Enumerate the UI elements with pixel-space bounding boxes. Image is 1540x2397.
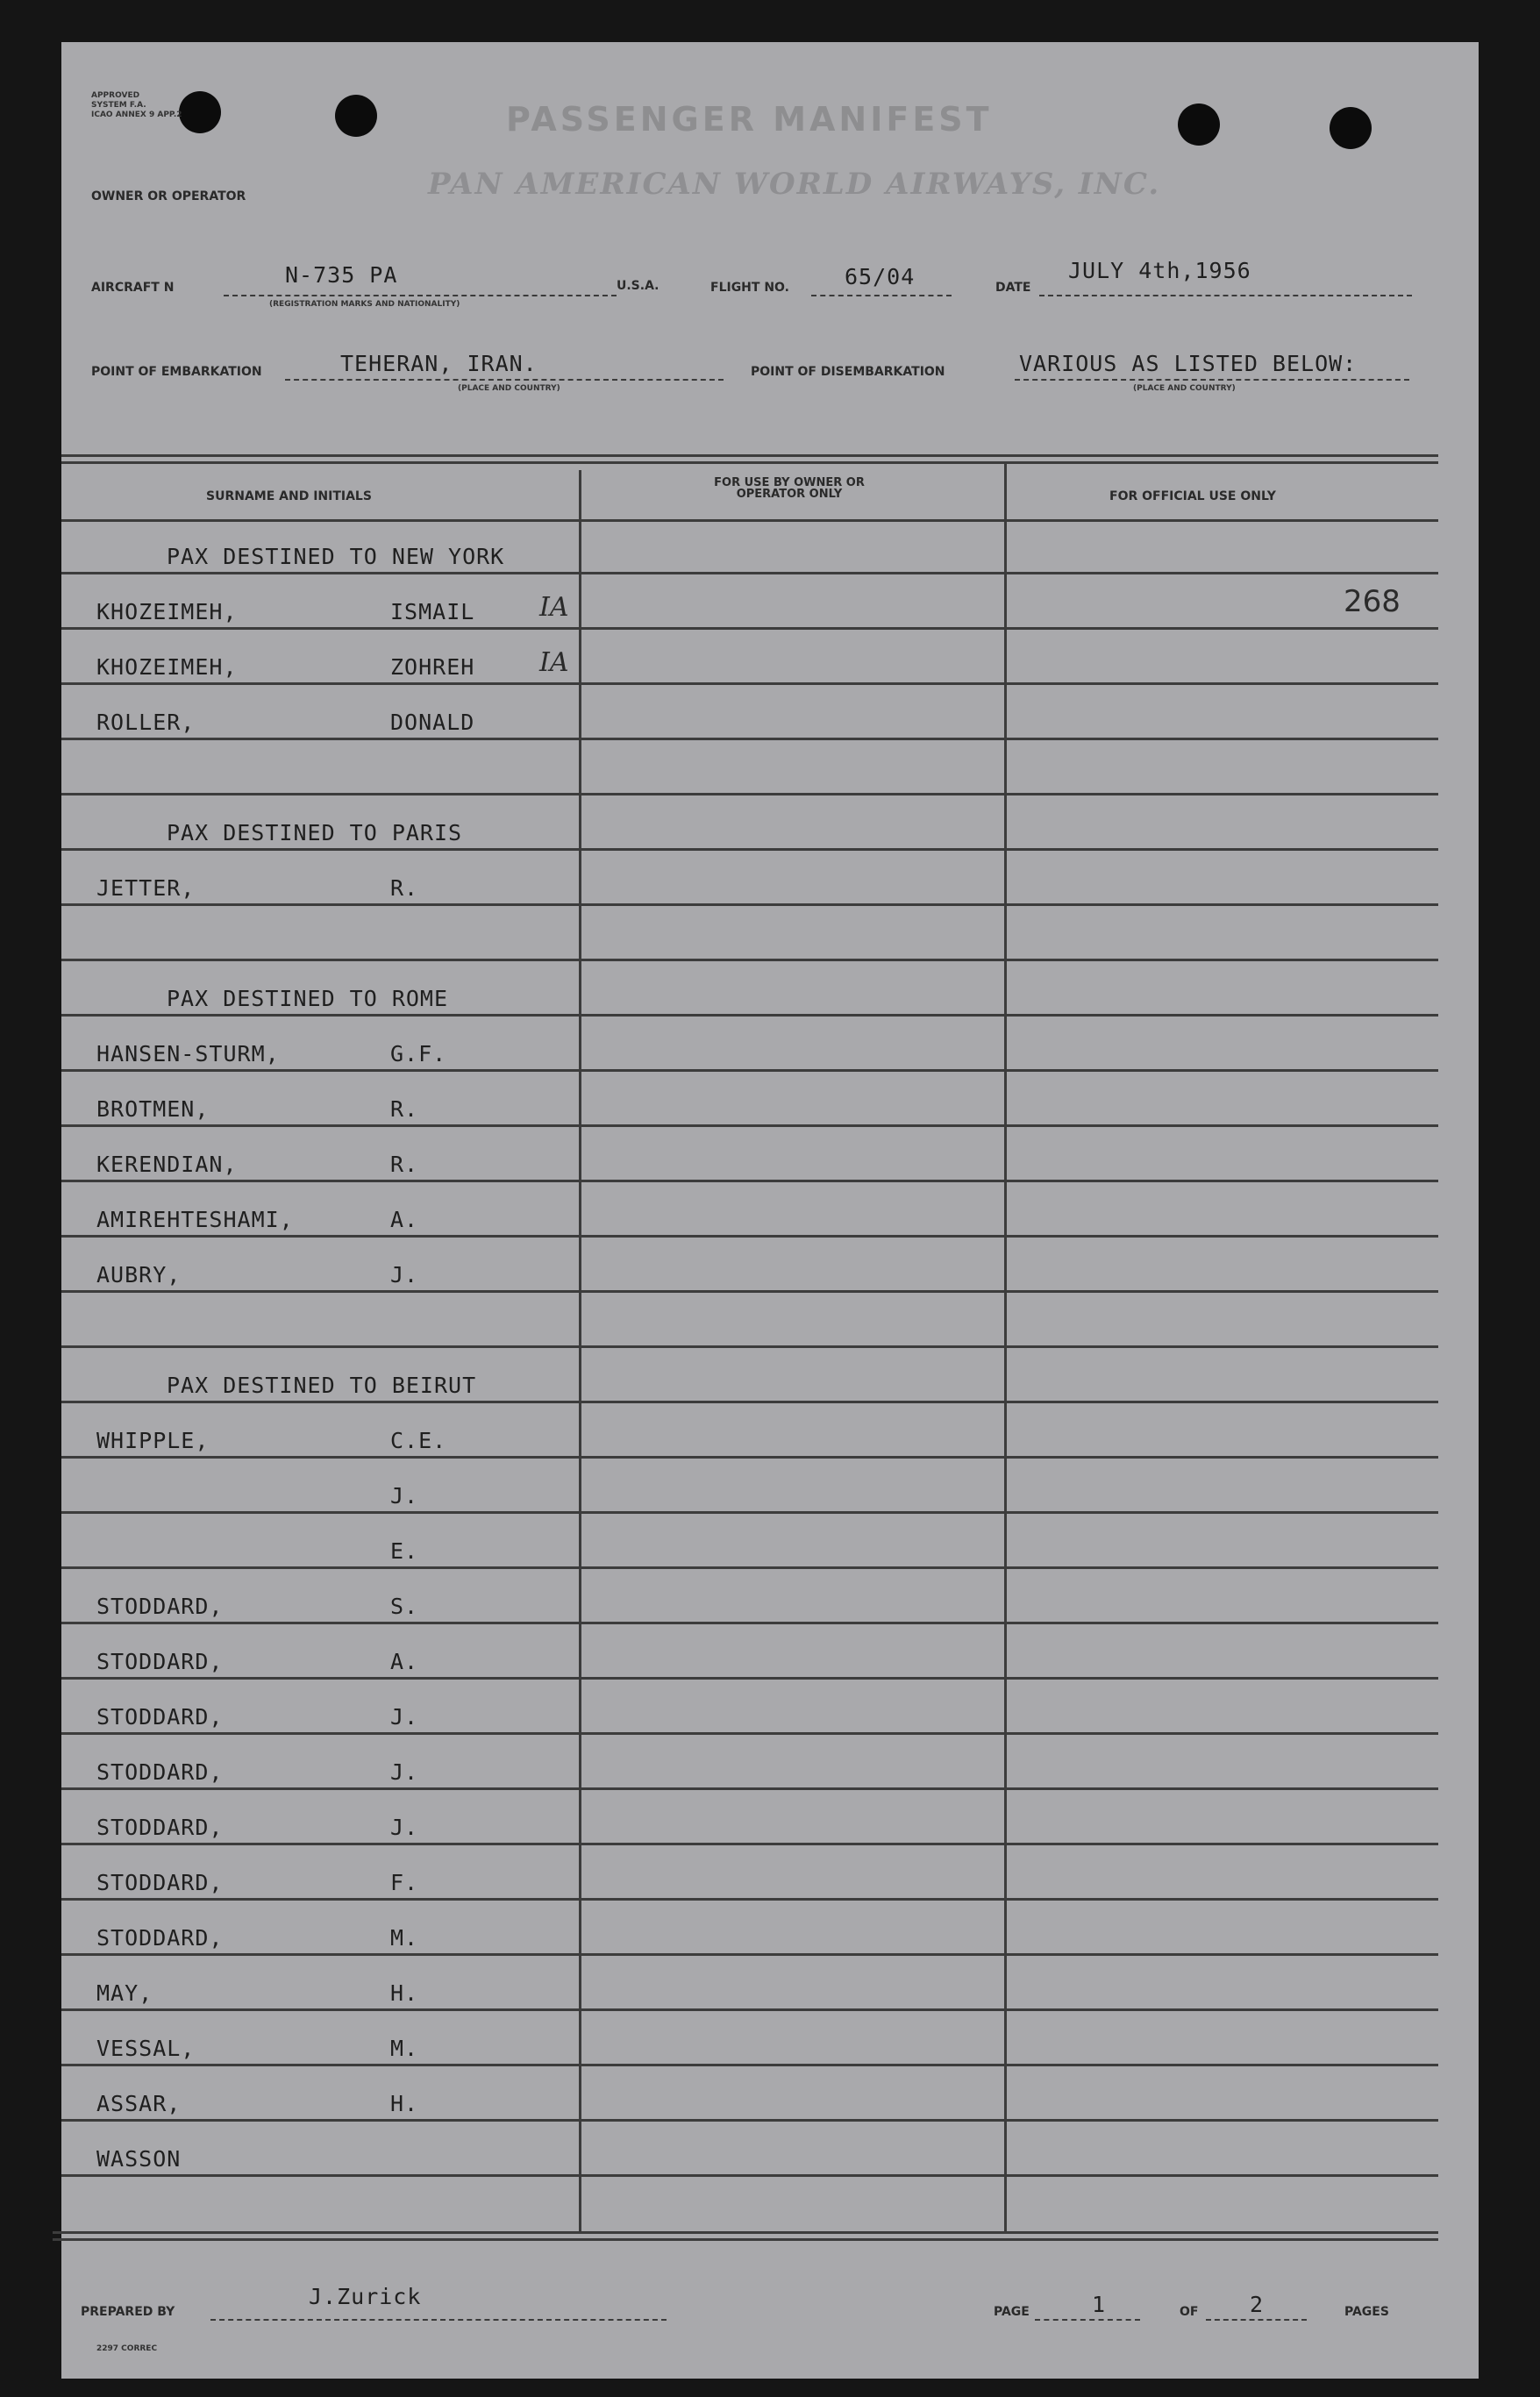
passenger-surname: STODDARD, bbox=[96, 1815, 224, 1840]
passenger-initial: J. bbox=[390, 1704, 419, 1730]
passenger-initial: E. bbox=[390, 1538, 419, 1564]
passenger-surname: WHIPPLE, bbox=[96, 1428, 210, 1453]
destination-header: PAX DESTINED TO PARIS bbox=[167, 820, 463, 845]
embark-label: POINT OF EMBARKATION bbox=[91, 365, 262, 379]
passenger-row bbox=[61, 1569, 1438, 1624]
passenger-row bbox=[61, 1735, 1438, 1790]
passenger-row bbox=[61, 1403, 1438, 1459]
handwritten-mark: IA bbox=[539, 592, 569, 623]
disembark-value: VARIOUS AS LISTED BELOW: bbox=[1019, 351, 1358, 376]
date-value: JULY 4th,1956 bbox=[1068, 258, 1251, 283]
passenger-surname: AUBRY, bbox=[96, 1262, 182, 1288]
passenger-initial: M. bbox=[390, 1925, 419, 1951]
passenger-surname: STODDARD, bbox=[96, 1870, 224, 1895]
blank-row bbox=[61, 906, 1438, 961]
passenger-row bbox=[61, 851, 1438, 906]
passenger-row bbox=[61, 1127, 1438, 1182]
pages-label: PAGES bbox=[1344, 2305, 1389, 2319]
blank-row bbox=[61, 740, 1438, 795]
passenger-initial: ZOHREH bbox=[390, 654, 475, 680]
passenger-initial: R. bbox=[390, 875, 419, 901]
passenger-initial: R. bbox=[390, 1096, 419, 1122]
passenger-surname: HANSEN-STURM, bbox=[96, 1041, 280, 1067]
aircraft-sub: (REGISTRATION MARKS AND NATIONALITY) bbox=[269, 300, 460, 309]
page-label: PAGE bbox=[994, 2305, 1030, 2319]
embark-sub: (PLACE AND COUNTRY) bbox=[458, 384, 560, 393]
passenger-row bbox=[61, 1238, 1438, 1293]
col-surname-header: SURNAME AND INITIALS bbox=[206, 489, 372, 503]
destination-header-row bbox=[61, 795, 1438, 851]
passenger-initial: J. bbox=[390, 1483, 419, 1509]
passenger-row bbox=[61, 685, 1438, 740]
passenger-initial: J. bbox=[390, 1815, 419, 1840]
of-label: OF bbox=[1180, 2305, 1199, 2319]
passenger-surname: STODDARD, bbox=[96, 1594, 224, 1619]
passenger-initial: ISMAIL bbox=[390, 599, 475, 624]
passenger-initial: H. bbox=[390, 1980, 419, 2006]
passenger-surname: VESSAL, bbox=[96, 2036, 196, 2061]
col-official-header: FOR OFFICIAL USE ONLY bbox=[1109, 489, 1276, 503]
passenger-row bbox=[61, 630, 1438, 685]
page-value: 1 bbox=[1092, 2292, 1107, 2317]
embark-value: TEHERAN, IRAN. bbox=[340, 351, 538, 376]
approval-stamp: APPROVED SYSTEM F.A. ICAO ANNEX 9 APP.2 bbox=[91, 91, 182, 119]
passenger-initial: A. bbox=[390, 1207, 419, 1232]
owner-value: PAN AMERICAN WORLD AIRWAYS, INC. bbox=[428, 167, 1161, 202]
form-code: 2297 CORREC bbox=[96, 2344, 158, 2353]
aircraft-label: AIRCRAFT N bbox=[91, 281, 175, 295]
flight-label: FLIGHT NO. bbox=[710, 281, 789, 295]
passenger-initial: J. bbox=[390, 1759, 419, 1785]
prepared-value: J.Zurick bbox=[309, 2284, 422, 2309]
passenger-initial: M. bbox=[390, 2036, 419, 2061]
passenger-row bbox=[61, 1845, 1438, 1901]
passenger-row bbox=[61, 2122, 1438, 2177]
passenger-row bbox=[61, 1459, 1438, 1514]
blank-row bbox=[61, 1293, 1438, 1348]
passenger-initial: F. bbox=[390, 1870, 419, 1895]
passenger-row bbox=[61, 2066, 1438, 2122]
passenger-row bbox=[61, 1182, 1438, 1238]
disembark-sub: (PLACE AND COUNTRY) bbox=[1133, 384, 1236, 393]
destination-header-row bbox=[61, 961, 1438, 1017]
passenger-surname: KHOZEIMEH, bbox=[96, 599, 238, 624]
flight-value: 65/04 bbox=[845, 264, 916, 289]
passenger-row bbox=[61, 574, 1438, 630]
destination-header-row bbox=[61, 1348, 1438, 1403]
passenger-row bbox=[61, 1624, 1438, 1680]
passenger-initial: C.E. bbox=[390, 1428, 447, 1453]
punch-hole bbox=[335, 95, 377, 137]
owner-label: OWNER OR OPERATOR bbox=[91, 189, 246, 203]
passenger-surname: STODDARD, bbox=[96, 1649, 224, 1674]
handwritten-mark: IA bbox=[539, 647, 569, 678]
passenger-surname: ROLLER, bbox=[96, 710, 196, 735]
passenger-surname: MAY, bbox=[96, 1980, 153, 2006]
passenger-surname: KHOZEIMEH, bbox=[96, 654, 238, 680]
passenger-surname: STODDARD, bbox=[96, 1925, 224, 1951]
passenger-row bbox=[61, 2011, 1438, 2066]
passenger-initial: DONALD bbox=[390, 710, 475, 735]
destination-header: PAX DESTINED TO NEW YORK bbox=[167, 544, 505, 569]
passenger-row bbox=[61, 1072, 1438, 1127]
passenger-row bbox=[61, 1956, 1438, 2011]
usa-label: U.S.A. bbox=[617, 279, 659, 293]
passenger-initial: J. bbox=[390, 1262, 419, 1288]
passenger-surname: STODDARD, bbox=[96, 1759, 224, 1785]
page-title: PASSENGER MANIFEST bbox=[506, 100, 993, 139]
passenger-row bbox=[61, 1901, 1438, 1956]
punch-hole bbox=[179, 91, 221, 133]
passenger-surname: WASSON bbox=[96, 2146, 182, 2172]
col-operator-header: FOR USE BY OWNER OR OPERATOR ONLY bbox=[714, 476, 865, 501]
date-label: DATE bbox=[995, 281, 1031, 295]
passenger-row bbox=[61, 1790, 1438, 1845]
passenger-row bbox=[61, 1017, 1438, 1072]
passenger-surname: STODDARD, bbox=[96, 1704, 224, 1730]
passenger-row bbox=[61, 1514, 1438, 1569]
of-value: 2 bbox=[1250, 2292, 1265, 2317]
punch-hole bbox=[1330, 107, 1372, 149]
passenger-row bbox=[61, 1680, 1438, 1735]
passenger-initial: R. bbox=[390, 1152, 419, 1177]
manifest-sheet bbox=[61, 42, 1479, 2379]
passenger-surname: KERENDIAN, bbox=[96, 1152, 238, 1177]
prepared-label: PREPARED BY bbox=[81, 2305, 175, 2319]
passenger-initial: H. bbox=[390, 2091, 419, 2116]
official-number: 268 bbox=[1344, 584, 1401, 619]
destination-header: PAX DESTINED TO ROME bbox=[167, 986, 449, 1011]
passenger-surname: ASSAR, bbox=[96, 2091, 182, 2116]
passenger-initial: A. bbox=[390, 1649, 419, 1674]
aircraft-value: N-735 PA bbox=[285, 262, 398, 288]
punch-hole bbox=[1178, 103, 1220, 146]
disembark-label: POINT OF DISEMBARKATION bbox=[751, 365, 945, 379]
passenger-initial: G.F. bbox=[390, 1041, 447, 1067]
passenger-surname: AMIREHTESHAMI, bbox=[96, 1207, 294, 1232]
destination-header-row bbox=[61, 519, 1438, 574]
destination-header: PAX DESTINED TO BEIRUT bbox=[167, 1373, 477, 1398]
passenger-surname: JETTER, bbox=[96, 875, 196, 901]
passenger-surname: BROTMEN, bbox=[96, 1096, 210, 1122]
passenger-initial: S. bbox=[390, 1594, 419, 1619]
